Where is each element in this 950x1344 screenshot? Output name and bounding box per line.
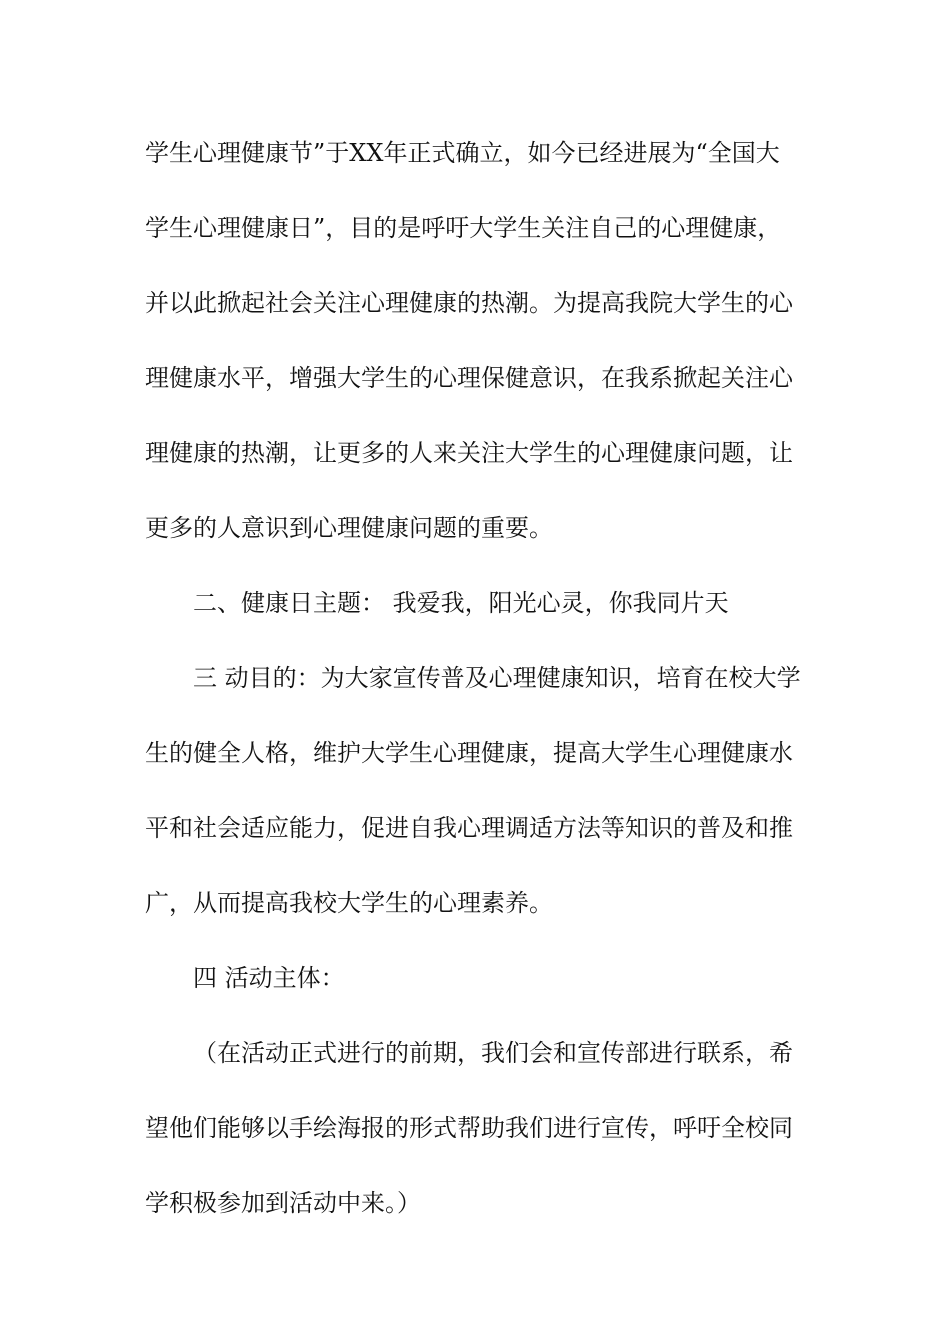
paragraph-line: 理健康的热潮，让更多的人来关注大学生的心理健康问题，让 bbox=[145, 439, 793, 467]
paragraph-line: 广，从而提高我校大学生的心理素养。 bbox=[145, 889, 553, 917]
section-heading-purpose: 三 动目的：为大家宣传普及心理健康知识，培育在校大学 bbox=[193, 664, 801, 692]
paragraph-line: （在活动正式进行的前期，我们会和宣传部进行联系，希 bbox=[193, 1039, 793, 1067]
section-heading-subject: 四 活动主体： bbox=[193, 964, 345, 992]
paragraph-line: 学积极参加到活动中来。） bbox=[145, 1189, 421, 1217]
paragraph-line: 望他们能够以手绘海报的形式帮助我们进行宣传，呼吁全校同 bbox=[145, 1114, 793, 1142]
paragraph-line: 学生心理健康节”于XX年正式确立，如今已经进展为“全国大 bbox=[145, 139, 780, 167]
paragraph-line: 并以此掀起社会关注心理健康的热潮。为提高我院大学生的心 bbox=[145, 289, 793, 317]
paragraph-line: 更多的人意识到心理健康问题的重要。 bbox=[145, 514, 553, 542]
paragraph-line: 平和社会适应能力，促进自我心理调适方法等知识的普及和推 bbox=[145, 814, 793, 842]
section-heading-theme: 二、健康日主题： 我爱我，阳光心灵，你我同片天 bbox=[193, 589, 729, 617]
paragraph-line: 学生心理健康日”，目的是呼吁大学生关注自己的心理健康， bbox=[145, 214, 782, 242]
paragraph-line: 理健康水平，增强大学生的心理保健意识，在我系掀起关注心 bbox=[145, 364, 793, 392]
paragraph-line: 生的健全人格，维护大学生心理健康，提高大学生心理健康水 bbox=[145, 739, 793, 767]
